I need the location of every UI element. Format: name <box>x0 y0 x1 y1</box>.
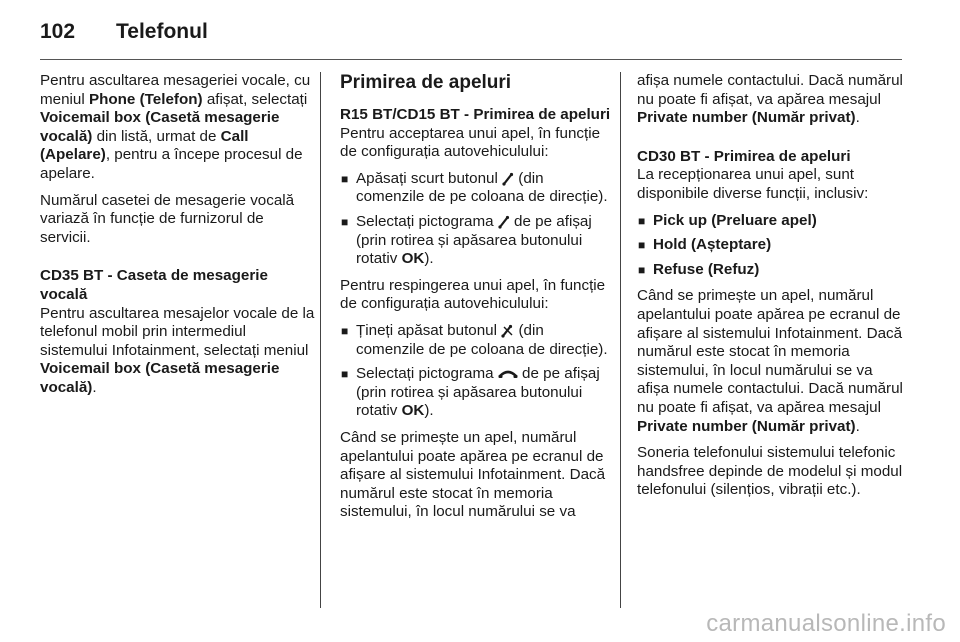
pick-up-option: Pick up (Preluare apel) <box>653 211 817 229</box>
section-title: Primirea de apeluri <box>340 72 512 93</box>
bullet-icon: ■ <box>341 214 349 229</box>
list-item <box>637 261 905 280</box>
page-number: 102 <box>40 20 76 43</box>
bullet-icon: ■ <box>341 171 349 186</box>
bullet-icon: ■ <box>638 213 646 228</box>
menu-voicemail-box: Voicemail box (Casetă mesagerie vocală) <box>40 360 280 396</box>
refuse-option: Refuse (Refuz) <box>653 260 760 278</box>
bullet-icon: ■ <box>341 367 349 382</box>
phone-answer-icon <box>502 172 514 186</box>
bullet-icon: ■ <box>341 323 349 338</box>
ok-label: OK <box>401 402 425 420</box>
menu-voicemail-box: Voicemail box (Casetă mesagerie vocală) <box>40 109 280 145</box>
header-rule <box>40 59 902 60</box>
list-item <box>637 236 905 255</box>
functions-intro: La recepționarea unui apel, sunt disponibile diverse funcții, inclusiv: <box>637 166 869 202</box>
incoming-paragraph: Când se primește un apel, numărul apelantului poate apărea pe ecranul de afișare al sistemului Infotainment. Dacă numărul este stocat în memoria sistemului, în locul numărului se va <box>340 428 606 521</box>
page-header <box>40 12 920 60</box>
column-middle <box>340 72 612 530</box>
list-item <box>637 212 905 231</box>
ringtone-paragraph: Soneria telefonului sistemului telefonic handsfree depinde de modelul și modul telefonului (silențios, vibrații etc.). <box>637 444 903 499</box>
column-divider <box>620 72 621 608</box>
watermark: carmanualsonline.info <box>706 610 946 637</box>
functions-list <box>637 212 905 280</box>
page-title: Telefonul <box>116 20 208 43</box>
hold-option: Hold (Așteptare) <box>653 236 772 254</box>
private-number-label: Private number (Număr privat) <box>637 417 856 435</box>
list-item: ■ Țineți apăsat butonul (din comenzile de pe coloana de direcție). <box>341 321 608 358</box>
menu-phone: Phone (Telefon) <box>88 90 203 108</box>
column-left <box>40 72 315 406</box>
reject-intro: Pentru respingerea unui apel, în funcție de configurația autovehiculului: <box>340 276 606 313</box>
incoming-paragraph: Când se primește un apel, numărul apelantului poate apărea pe ecranul de afișare al sistemului Infotainment. Dacă numărul este stocat în memoria sistemului, în locul numărului se va afișa numele contactului. Dacă numărul nu poate fi afișat, va apărea mesajul Private number (Număr privat). <box>637 287 903 435</box>
phone-answer-icon <box>498 215 510 229</box>
accept-list <box>340 170 612 269</box>
private-number-label: Private number (Număr privat) <box>637 109 856 127</box>
continued-paragraph: afișa numele contactului. Dacă numărul nu poate fi afișat, va apărea mesajul Private number (Număr privat). <box>637 72 903 127</box>
cd30-heading: CD30 BT - Primirea de apeluri <box>637 147 851 165</box>
phone-reject-icon <box>501 324 514 338</box>
list-item: ■ Apăsați scurt butonul (din comenzile de pe coloana de direcție). <box>341 169 608 206</box>
voicemail-number-paragraph: Numărul casetei de mesagerie vocală variază în funcție de furnizorul de servicii. <box>40 191 295 246</box>
menu-call: Call (Apelare) <box>40 127 249 164</box>
column-right <box>637 72 905 508</box>
bullet-icon: ■ <box>638 238 646 253</box>
hang-up-icon <box>498 369 518 379</box>
list-item: ■ Selectați pictograma de pe afișaj (prin rotirea și apăsarea butonului rotativ OK). <box>341 212 592 268</box>
cd35-paragraph: Pentru ascultarea mesajelor vocale de la telefonul mobil prin intermediul sistemului Infotainment, selectați meniul Voicemail box (Casetă mesagerie vocală). <box>40 304 315 396</box>
voicemail-paragraph: Pentru ascultarea mesageriei vocale, cu meniul Phone (Telefon) afișat, selectați Voicemail box (Casetă mesagerie vocală) din listă, urmat de Call (Apelare), pentru a începe procesul de apelare. <box>40 72 311 182</box>
reject-list <box>340 322 612 421</box>
cd35-heading: CD35 BT - Caseta de mesagerie vocală <box>40 267 268 303</box>
list-item: ■ Selectați pictograma de pe afișaj (prin rotirea și apăsarea butonului rotativ OK). <box>341 365 600 420</box>
r15-heading: R15 BT/CD15 BT - Primirea de apeluri <box>340 106 611 123</box>
column-divider <box>320 72 321 608</box>
accept-intro: Pentru acceptarea unui apel, în funcție de configurația autovehiculului: <box>340 124 601 161</box>
bullet-icon: ■ <box>638 262 646 277</box>
ok-label: OK <box>401 250 425 268</box>
